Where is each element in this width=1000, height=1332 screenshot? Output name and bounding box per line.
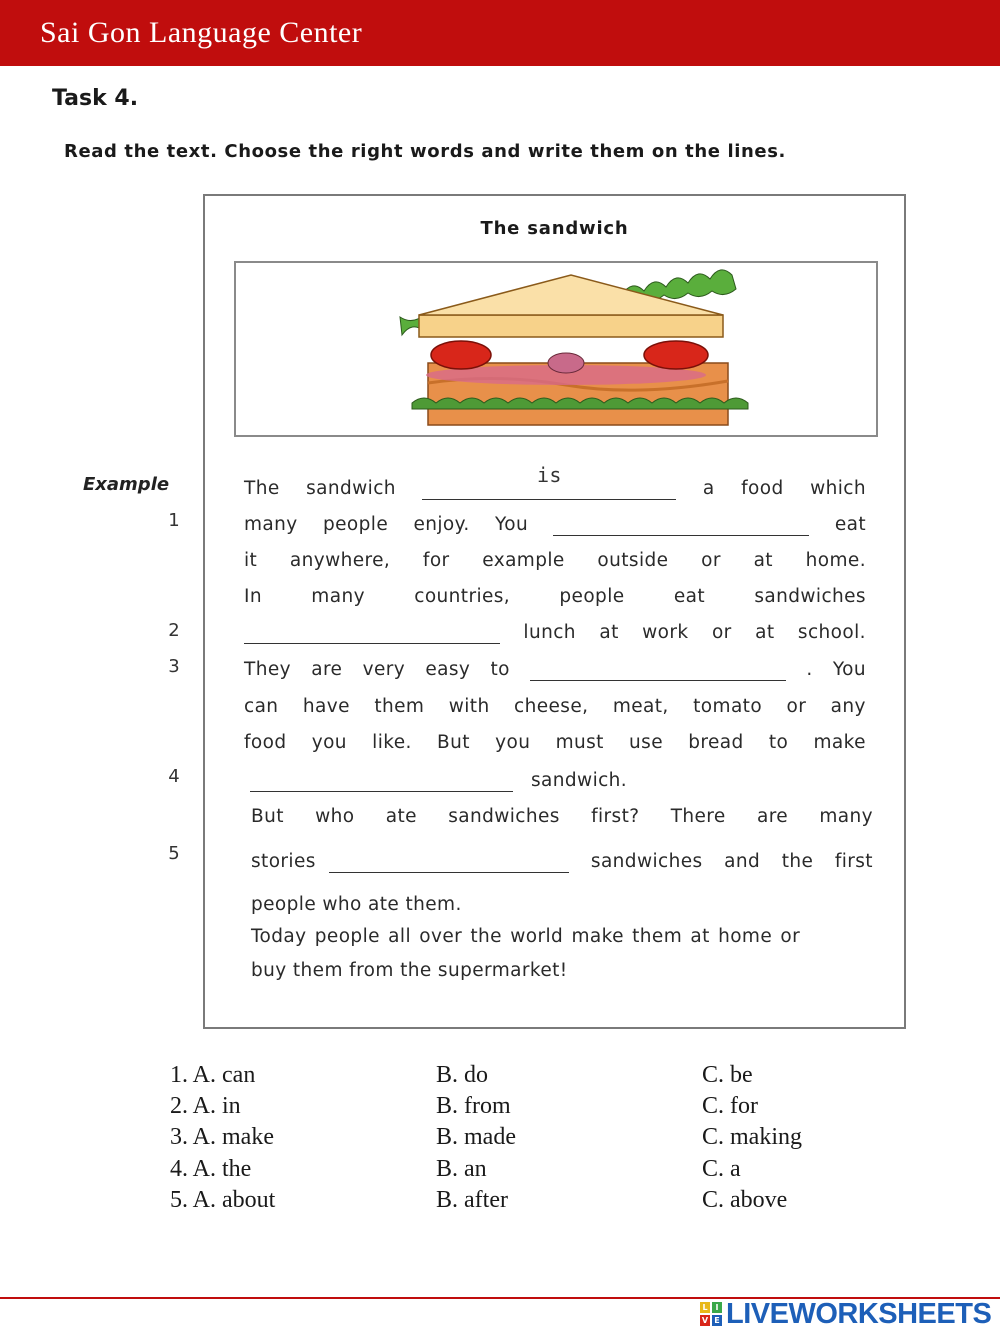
word: countries, xyxy=(414,585,511,607)
example-label: Example xyxy=(83,474,170,495)
word: many xyxy=(244,513,298,535)
word: must xyxy=(555,731,604,753)
word: many xyxy=(819,805,873,827)
passage-sentence: people who ate them. xyxy=(251,893,462,915)
option-5c[interactable]: C. above xyxy=(702,1186,788,1213)
option-2c[interactable]: C. for xyxy=(702,1093,758,1120)
word: people xyxy=(559,585,625,607)
word: easy xyxy=(425,658,471,680)
option-1b[interactable]: B. do xyxy=(436,1062,489,1088)
question-number-3: 3 xyxy=(168,656,180,677)
passage-line-6 xyxy=(244,651,866,687)
word: But xyxy=(251,805,284,827)
word: are xyxy=(311,658,343,680)
word: sandwiches xyxy=(590,850,703,872)
word: first xyxy=(834,850,873,872)
passage-line-8 xyxy=(244,724,866,760)
word: food xyxy=(741,477,784,499)
word: outside xyxy=(597,549,669,571)
logo-letter: V xyxy=(701,1316,709,1325)
option-1c[interactable]: C. be xyxy=(702,1062,753,1088)
word: or xyxy=(711,621,732,643)
word: at xyxy=(755,621,775,643)
word: to xyxy=(490,658,510,680)
answer-blank-2[interactable] xyxy=(244,621,500,644)
word: You xyxy=(495,513,529,535)
word: sandwiches xyxy=(754,585,866,607)
word: tomato xyxy=(693,695,763,717)
answer-blank-4[interactable] xyxy=(250,769,513,792)
passage-line-12 xyxy=(251,886,873,922)
passage-title: The sandwich xyxy=(480,218,629,239)
word: ate xyxy=(385,805,417,827)
word: who xyxy=(315,805,355,827)
word: it xyxy=(244,549,258,571)
option-4b[interactable]: B. an xyxy=(436,1155,487,1182)
liveworksheets-logo[interactable] xyxy=(700,1297,992,1330)
word: There xyxy=(670,805,726,827)
option-3a[interactable]: 3. A. make xyxy=(170,1124,274,1151)
word: with xyxy=(448,695,490,717)
option-3c[interactable]: C. making xyxy=(702,1124,802,1151)
answer-input-1[interactable] xyxy=(553,513,813,537)
word: are xyxy=(756,805,789,827)
passage-line-2 xyxy=(244,506,866,542)
word: sandwiches xyxy=(448,805,560,827)
sandwich-illustration xyxy=(236,263,876,435)
question-number-2: 2 xyxy=(168,620,180,641)
passage-line-3 xyxy=(244,542,866,578)
word: example xyxy=(482,549,565,571)
logo-letter: I xyxy=(712,1302,722,1313)
task-instruction: Read the text. Choose the right words and write them on the lines. xyxy=(64,141,786,162)
logo-text: LIVEWORKSHEETS xyxy=(726,1297,992,1330)
answer-input-4[interactable] xyxy=(250,769,517,793)
passage-line-4 xyxy=(244,578,866,614)
example-answer: is xyxy=(536,462,562,487)
word: people xyxy=(323,513,389,535)
sandwich-image xyxy=(234,261,878,437)
answer-input-2[interactable] xyxy=(244,621,504,645)
word: lunch xyxy=(523,621,576,643)
answer-options xyxy=(170,1062,890,1218)
word: you xyxy=(495,731,531,753)
word: . xyxy=(806,658,813,680)
word: or xyxy=(701,549,721,571)
answer-input-5[interactable] xyxy=(329,850,573,874)
word: eat xyxy=(673,585,706,607)
word: any xyxy=(830,695,866,717)
option-5b[interactable]: B. after xyxy=(436,1186,508,1213)
word: meat, xyxy=(612,695,669,717)
option-4a[interactable]: 4. A. the xyxy=(170,1155,252,1182)
options-row-3 xyxy=(170,1124,890,1155)
answer-blank-1[interactable] xyxy=(553,513,809,536)
passage-sentence: Today people all over the world make them at home or xyxy=(251,925,801,947)
word: many xyxy=(311,585,365,607)
word: bread xyxy=(688,731,744,753)
logo-letter: L xyxy=(700,1302,710,1313)
passage-line-5 xyxy=(244,614,866,650)
answer-blank-3[interactable] xyxy=(530,658,786,681)
word: first? xyxy=(591,805,640,827)
task-title: Task 4. xyxy=(52,86,139,111)
option-5a[interactable]: 5. A. about xyxy=(170,1186,276,1213)
word: They xyxy=(244,658,291,680)
passage-line-10 xyxy=(251,798,873,834)
word: But xyxy=(437,731,470,753)
passage-line-11 xyxy=(251,843,873,879)
passage-line-7 xyxy=(244,688,866,724)
question-number-1: 1 xyxy=(168,510,180,531)
passage-line-14 xyxy=(251,952,873,988)
word: which xyxy=(810,477,866,499)
word: can xyxy=(244,695,279,717)
word: like. xyxy=(372,731,412,753)
option-2a[interactable]: 2. A. in xyxy=(170,1093,241,1120)
word: anywhere, xyxy=(289,549,391,571)
word: school. xyxy=(797,621,866,643)
header-title: Sai Gon Language Center xyxy=(40,16,363,49)
option-2b[interactable]: B. from xyxy=(436,1093,511,1120)
option-4c[interactable]: C. a xyxy=(702,1155,741,1182)
word: at xyxy=(599,621,619,643)
word: you xyxy=(311,731,347,753)
word: at xyxy=(753,549,773,571)
word: eat xyxy=(834,513,866,535)
passage-sentence: buy them from the supermarket! xyxy=(251,959,568,981)
word: or xyxy=(786,695,807,717)
word: sandwich. xyxy=(531,769,628,791)
option-3b[interactable]: B. made xyxy=(436,1124,516,1151)
word: food xyxy=(244,731,287,753)
logo-letter: E xyxy=(712,1315,722,1326)
word: them xyxy=(374,695,425,717)
question-number-4: 4 xyxy=(168,766,180,787)
word: for xyxy=(422,549,450,571)
word: cheese, xyxy=(514,695,589,717)
example-answer-blank xyxy=(422,462,676,500)
option-1a[interactable]: 1. A. can xyxy=(170,1062,256,1088)
word: make xyxy=(813,731,866,753)
word: In xyxy=(244,585,262,607)
passage-line-13 xyxy=(251,918,873,954)
options-row-2 xyxy=(170,1093,890,1124)
passage-line-1 xyxy=(244,462,866,506)
question-number-5: 5 xyxy=(168,843,180,864)
word: and xyxy=(724,850,761,872)
word: the xyxy=(781,850,814,872)
answer-input-3[interactable] xyxy=(530,658,790,682)
word: The xyxy=(244,477,280,499)
word: You xyxy=(832,658,866,680)
options-row-5 xyxy=(170,1187,890,1218)
word: very xyxy=(362,658,406,680)
word: a xyxy=(702,477,715,499)
word: to xyxy=(768,731,789,753)
word: use xyxy=(629,731,663,753)
answer-blank-5[interactable] xyxy=(329,850,569,873)
options-row-1 xyxy=(170,1062,890,1093)
logo-mark-icon xyxy=(700,1302,722,1326)
header-bar xyxy=(0,0,1000,66)
passage-line-9 xyxy=(250,762,872,798)
word: stories xyxy=(251,850,316,872)
word: work xyxy=(642,621,689,643)
word: home. xyxy=(805,549,866,571)
word: sandwich xyxy=(306,477,396,499)
word: have xyxy=(302,695,350,717)
options-row-4 xyxy=(170,1156,890,1187)
word: enjoy. xyxy=(413,513,470,535)
